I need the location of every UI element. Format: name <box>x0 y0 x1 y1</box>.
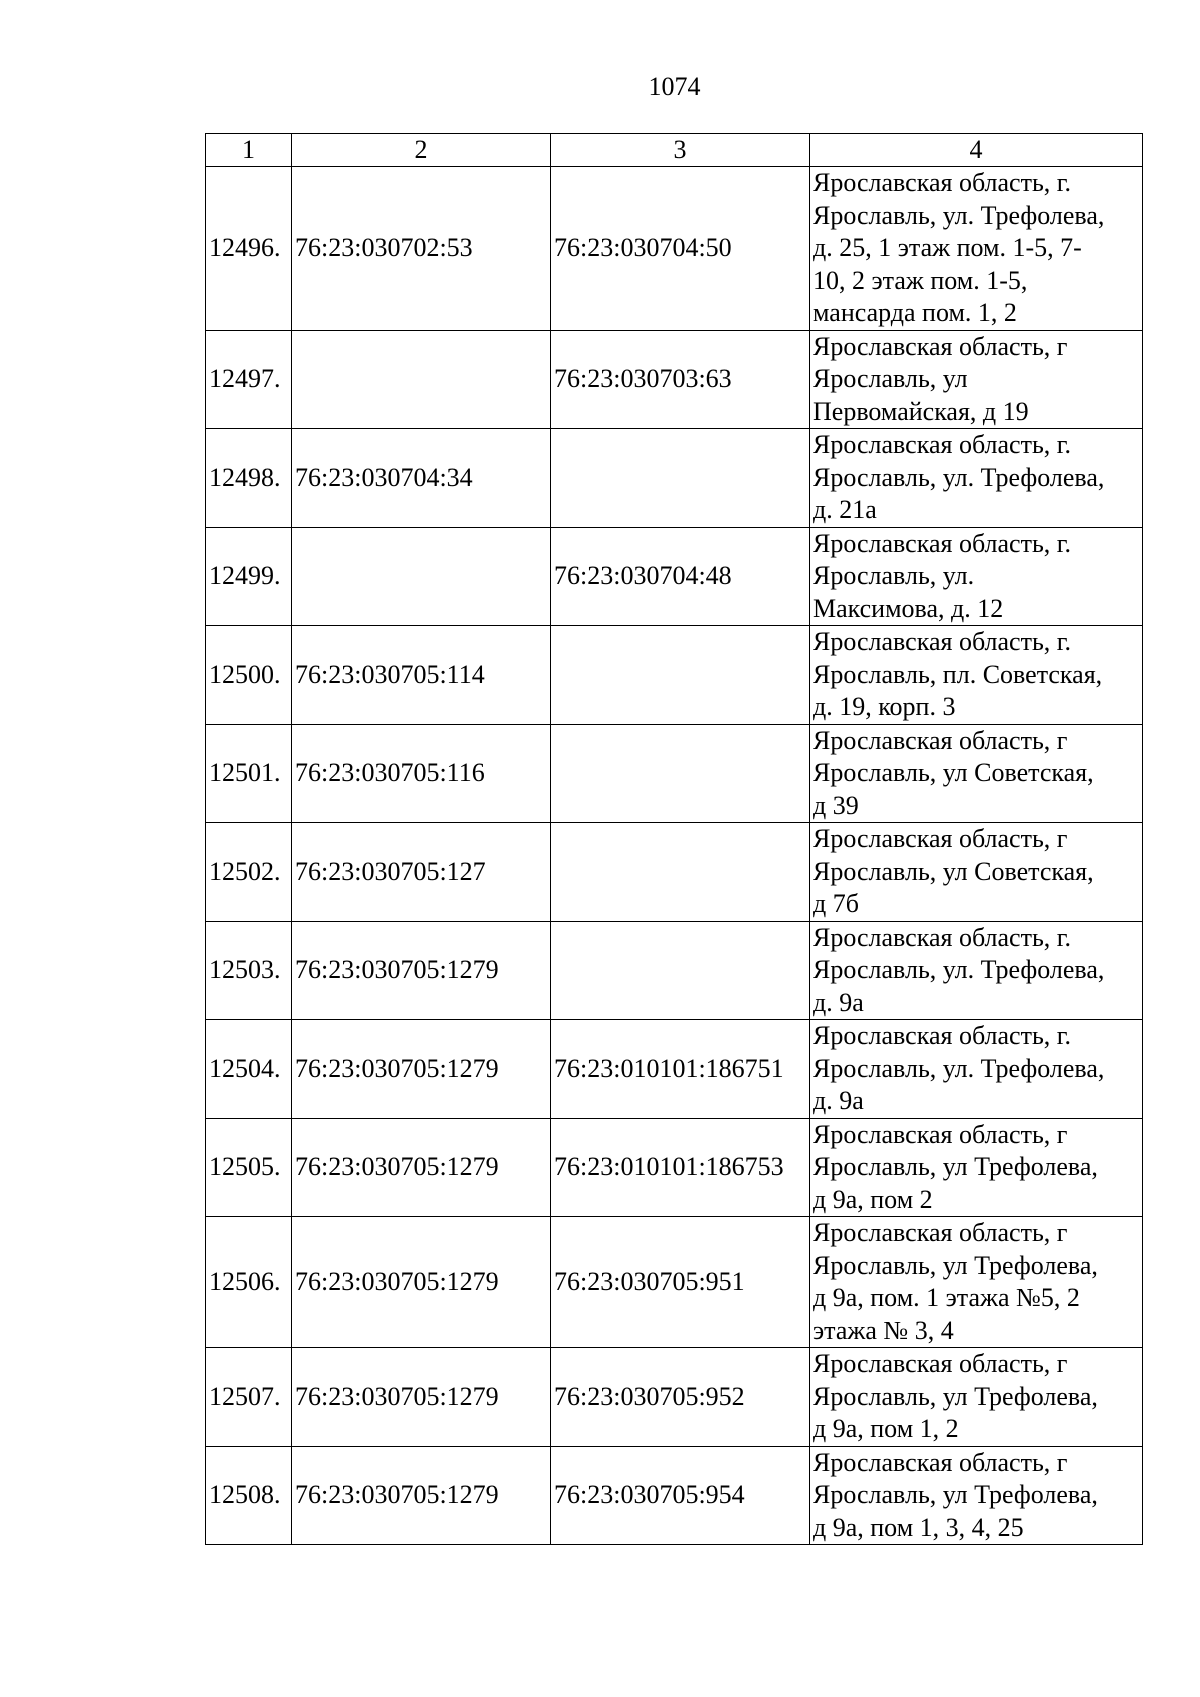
table-row <box>206 921 1143 1020</box>
address-line: 10, 2 этаж пом. 1-5, <box>813 265 1028 295</box>
address-line: Ярославль, ул Трефолева, <box>813 1250 1098 1280</box>
address-line: Ярославль, ул Советская, <box>813 856 1094 886</box>
row-number: 12498. <box>206 429 292 528</box>
cadastral-number-col3 <box>551 921 810 1020</box>
row-number: 12496. <box>206 167 292 331</box>
cadastral-number-col3 <box>551 429 810 528</box>
address-line: Ярославль, ул. Трефолева, <box>813 200 1105 230</box>
address-line: Ярославль, ул. Трефолева, <box>813 955 1105 984</box>
row-number: 12506. <box>206 1217 292 1348</box>
row-number: 12504. <box>206 1020 292 1119</box>
address-line: Ярославская область, г. <box>813 1021 1072 1050</box>
address-cell <box>810 921 1143 1020</box>
address-line: Ярославская область, г <box>813 1447 1068 1477</box>
address-cell <box>810 1217 1143 1348</box>
address-cell <box>810 330 1143 429</box>
address-cell <box>810 1118 1143 1217</box>
table-row <box>206 1348 1143 1447</box>
address-line: д. 9а <box>813 987 864 1017</box>
cadastral-number-col2 <box>292 330 551 429</box>
address-line: д 9а, пом 2 <box>813 1184 933 1214</box>
row-number: 12503. <box>206 921 292 1020</box>
table-row <box>206 1020 1143 1119</box>
cadastral-number-col2: 76:23:030705:1279 <box>292 1348 551 1447</box>
row-number: 12499. <box>206 527 292 626</box>
cadastral-number-col2: 76:23:030705:127 <box>292 823 551 922</box>
row-number: 12508. <box>206 1446 292 1545</box>
row-number: 12505. <box>206 1118 292 1217</box>
table-row <box>206 167 1143 331</box>
table-row <box>206 429 1143 528</box>
row-number: 12502. <box>206 823 292 922</box>
table-row <box>206 823 1143 922</box>
header-col-2: 2 <box>292 134 551 167</box>
address-line: Ярославская область, г <box>813 725 1068 755</box>
header-row <box>206 134 1143 167</box>
cadastral-number-col2: 76:23:030705:114 <box>292 626 551 725</box>
table-row <box>206 724 1143 823</box>
address-line: Ярославль, ул <box>813 364 968 393</box>
cadastral-number-col2: 76:23:030705:116 <box>292 724 551 823</box>
address-line: Ярославская область, г. <box>813 627 1072 656</box>
table-row <box>206 626 1143 725</box>
table-row <box>206 1118 1143 1217</box>
address-line: мансарда пом. 1, 2 <box>813 298 1017 327</box>
address-line: Ярославская область, г <box>813 1218 1068 1247</box>
row-number: 12507. <box>206 1348 292 1447</box>
address-line: Ярославская область, г. <box>813 528 1072 558</box>
address-line: Ярославская область, г. <box>813 430 1072 459</box>
cadastral-number-col3: 76:23:010101:186753 <box>551 1118 810 1217</box>
cadastral-number-col3: 76:23:030705:954 <box>551 1446 810 1545</box>
address-cell <box>810 429 1143 528</box>
address-line: Ярославль, ул Советская, <box>813 758 1094 787</box>
address-cell <box>810 1348 1143 1447</box>
address-line: д 9а, пом. 1 этажа №5, 2 <box>813 1283 1080 1312</box>
address-line: Ярославль, ул. Трефолева, <box>813 462 1105 492</box>
address-line: Ярославль, ул. Трефолева, <box>813 1053 1105 1083</box>
table-row <box>206 527 1143 626</box>
address-line: Ярославская область, г. <box>813 168 1072 197</box>
header-col-4: 4 <box>810 134 1143 167</box>
address-cell <box>810 1020 1143 1119</box>
address-cell <box>810 823 1143 922</box>
cadastral-number-col3 <box>551 626 810 725</box>
cadastral-number-col2: 76:23:030702:53 <box>292 167 551 331</box>
address-line: д. 9а <box>813 1086 864 1115</box>
address-line: Ярославль, ул. <box>813 561 975 590</box>
address-cell <box>810 626 1143 725</box>
address-line: Ярославская область, г <box>813 1119 1068 1149</box>
table-row <box>206 1446 1143 1545</box>
address-line: д. 19, корп. 3 <box>813 692 956 721</box>
table-row <box>206 330 1143 429</box>
address-line: Ярославская область, г. <box>813 922 1072 952</box>
address-cell <box>810 1446 1143 1545</box>
row-number: 12500. <box>206 626 292 725</box>
page-number: 1074 <box>648 72 701 101</box>
address-line: Ярославль, пл. Советская, <box>813 659 1103 689</box>
table-body <box>206 167 1143 1545</box>
address-line: Ярославская область, г <box>813 824 1068 853</box>
cadastral-number-col3: 76:23:010101:186751 <box>551 1020 810 1119</box>
cadastral-number-col2: 76:23:030704:34 <box>292 429 551 528</box>
cadastral-number-col2: 76:23:030705:1279 <box>292 1118 551 1217</box>
cadastral-number-col2: 76:23:030705:1279 <box>292 1020 551 1119</box>
row-number: 12501. <box>206 724 292 823</box>
address-line: Ярославская область, г <box>813 1349 1068 1378</box>
address-line: Максимова, д. 12 <box>813 593 1004 623</box>
cadastral-number-col2: 76:23:030705:1279 <box>292 1217 551 1348</box>
address-line: Ярославль, ул Трефолева, <box>813 1381 1098 1411</box>
header-col-3: 3 <box>551 134 810 167</box>
cadastral-number-col2: 76:23:030705:1279 <box>292 921 551 1020</box>
row-number: 12497. <box>206 330 292 429</box>
address-cell <box>810 167 1143 331</box>
address-line: Ярославская область, г <box>813 331 1068 361</box>
address-line: д 9а, пом 1, 2 <box>813 1414 959 1443</box>
address-line: д 9а, пом 1, 3, 4, 25 <box>813 1512 1024 1542</box>
address-line: д. 25, 1 этаж пом. 1-5, 7- <box>813 233 1082 262</box>
cadastral-number-col2: 76:23:030705:1279 <box>292 1446 551 1545</box>
cadastral-number-col2 <box>292 527 551 626</box>
address-line: этажа № 3, 4 <box>813 1315 954 1345</box>
cadastral-number-col3: 76:23:030704:48 <box>551 527 810 626</box>
address-line: д. 21а <box>813 495 877 524</box>
cadastral-number-col3 <box>551 823 810 922</box>
address-line: д 7б <box>813 889 859 918</box>
header-col-1: 1 <box>206 134 292 167</box>
address-line: д 39 <box>813 790 859 820</box>
cadastral-number-col3: 76:23:030705:952 <box>551 1348 810 1447</box>
cadastral-number-col3 <box>551 724 810 823</box>
address-line: Ярославль, ул Трефолева, <box>813 1480 1098 1509</box>
cadastral-number-col3: 76:23:030704:50 <box>551 167 810 331</box>
address-line: Ярославль, ул Трефолева, <box>813 1152 1098 1181</box>
cadastral-number-col3: 76:23:030705:951 <box>551 1217 810 1348</box>
address-cell <box>810 724 1143 823</box>
cadastral-number-col3: 76:23:030703:63 <box>551 330 810 429</box>
table-row <box>206 1217 1143 1348</box>
address-cell <box>810 527 1143 626</box>
registry-table <box>205 133 1143 1545</box>
address-line: Первомайская, д 19 <box>813 396 1029 426</box>
